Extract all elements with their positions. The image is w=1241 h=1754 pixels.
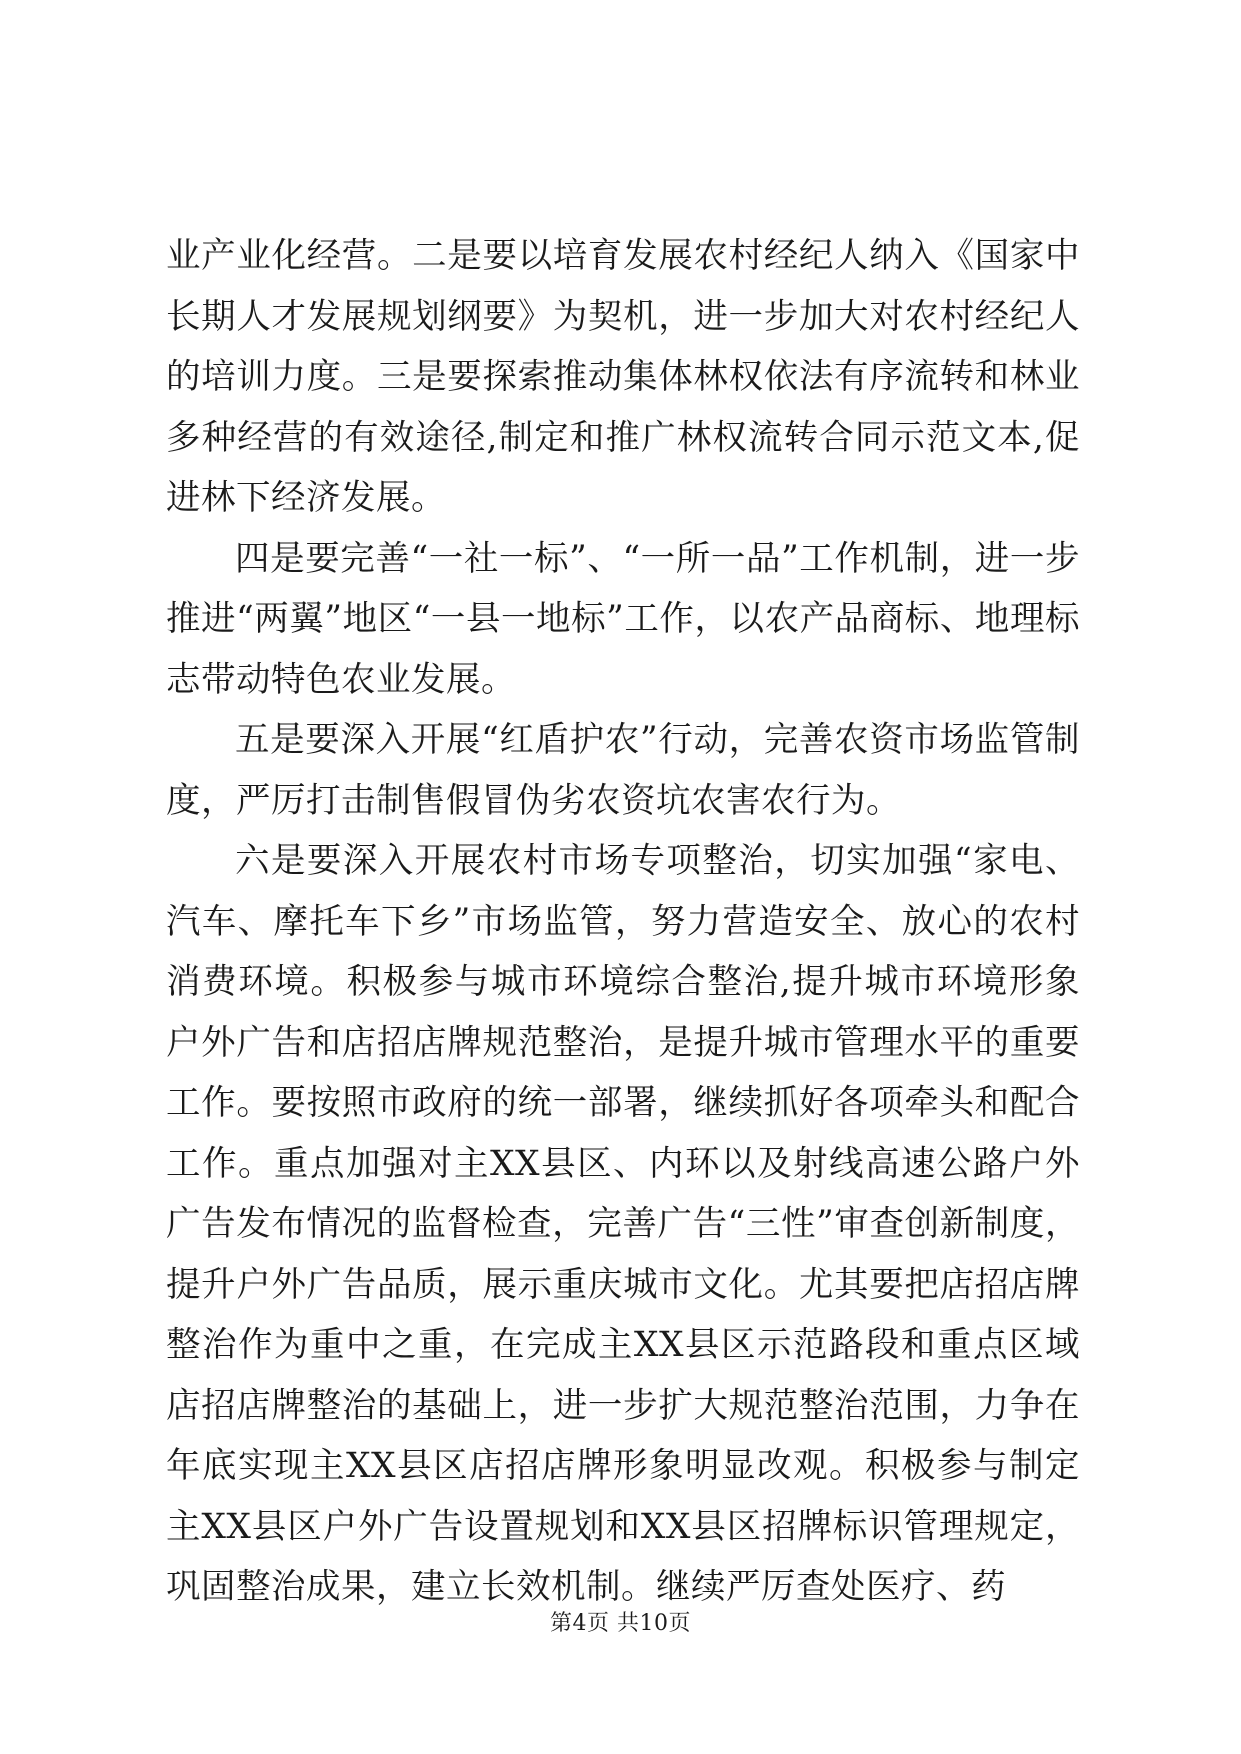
document-body <box>166 226 1080 1618</box>
paragraph-4: 六是要深入开展农村市场专项整治，切实加强“家电、汽车、摩托车下乡”市场监管，努力营造安全、放心的农村消费环境。积极参与城市环境综合整治,提升城市环境形象户外广告和店招店牌规范整治，是提升城市管理水平的重要工作。要按照市政府的统一部署，继续抓好各项牵头和配合工作。重点加强对主XX县区、内环以及射线高速公路户外广告发布情况的监督检查，完善广告“三性”审查创新制度，提升户外广告品质，展示重庆城市文化。尤其要把店招店牌整治作为重中之重，在完成主XX县区示范路段和重点区域店招店牌整治的基础上，进一步扩大规范整治范围，力争在年底实现主XX县区店招店牌形象明显改观。积极参与制定主XX县区户外广告设置规划和XX县区招牌标识管理规定，巩固整治成果，建立长效机制。继续严厉查处医疗、药 <box>166 841 1080 1607</box>
paragraph-2: 四是要完善“一社一标”、“一所一品”工作机制，进一步推进“两翼”地区“一县一地标”工作，以农产品商标、地理标志带动特色农业发展。 <box>166 538 1080 700</box>
page-number-footer: 第4页 共10页 <box>550 1611 691 1636</box>
paragraph-1: 业产业化经营。二是要以培育发展农村经纪人纳入《国家中长期人才发展规划纲要》为契机，进一步加大对农村经纪人的培训力度。三是要探索推动集体林权依法有序流转和林业多种经营的有效途径,制定和推广林权流转合同示范文本,促进林下经济发展。 <box>166 236 1080 518</box>
paragraph-3: 五是要深入开展“红盾护农”行动，完善农资市场监管制度，严厉打击制售假冒伪劣农资坑农害农行为。 <box>166 720 1080 821</box>
